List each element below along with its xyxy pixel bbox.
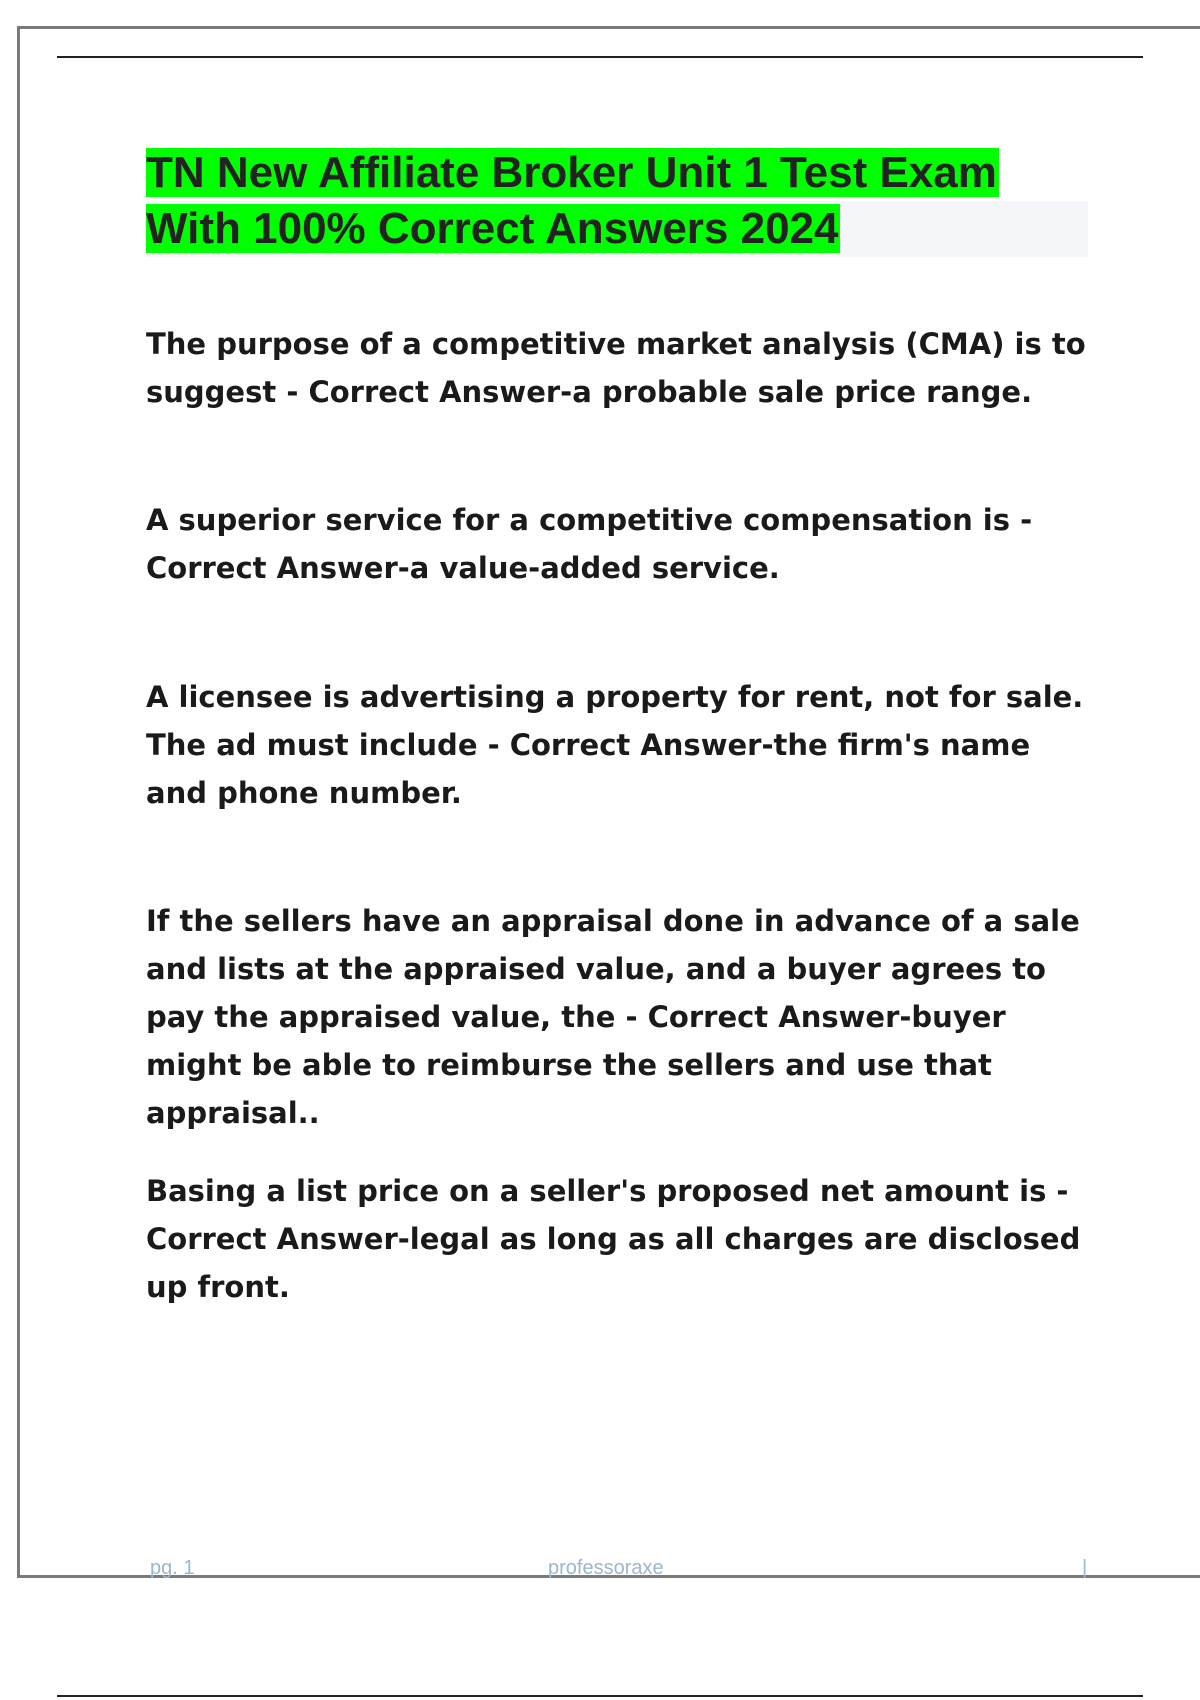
qa-item: If the sellers have an appraisal done in advance of a sale and lists at the appraised value, and a buyer agrees to pay the appraised value, the - Correct Answer-buyer might be able to reimburse the sellers and use that appraisal..: [146, 904, 1080, 1130]
qa-item: The purpose of a competitive market analysis (CMA) is to suggest - Correct Answer-a probable sale price range.: [146, 327, 1086, 409]
title-line-1: [146, 145, 1088, 201]
footer-author: professoraxe: [548, 1557, 664, 1579]
footer-marker: |: [1082, 1557, 1088, 1579]
header-rule: [57, 56, 1143, 58]
document-title: [146, 145, 1088, 257]
qa-item: A superior service for a competitive compensation is - Correct Answer-a value-added service.: [146, 503, 1033, 585]
footer-page-number: pg. 1: [150, 1557, 195, 1579]
qa-item: Basing a list price on a seller's proposed net amount is - Correct Answer-legal as long as all charges are disclosed up front.: [146, 1174, 1081, 1304]
bottom-rule: [57, 1695, 1143, 1697]
title-line-1-text: TN New Affiliate Broker Unit 1 Test Exam: [146, 148, 997, 197]
qa-item: A licensee is advertising a property for rent, not for sale. The ad must include - Correct Answer-the firm's name and phone number.: [146, 680, 1084, 810]
title-line-2-text: With 100% Correct Answers 2024: [146, 204, 839, 253]
title-line-2: [146, 201, 1088, 257]
